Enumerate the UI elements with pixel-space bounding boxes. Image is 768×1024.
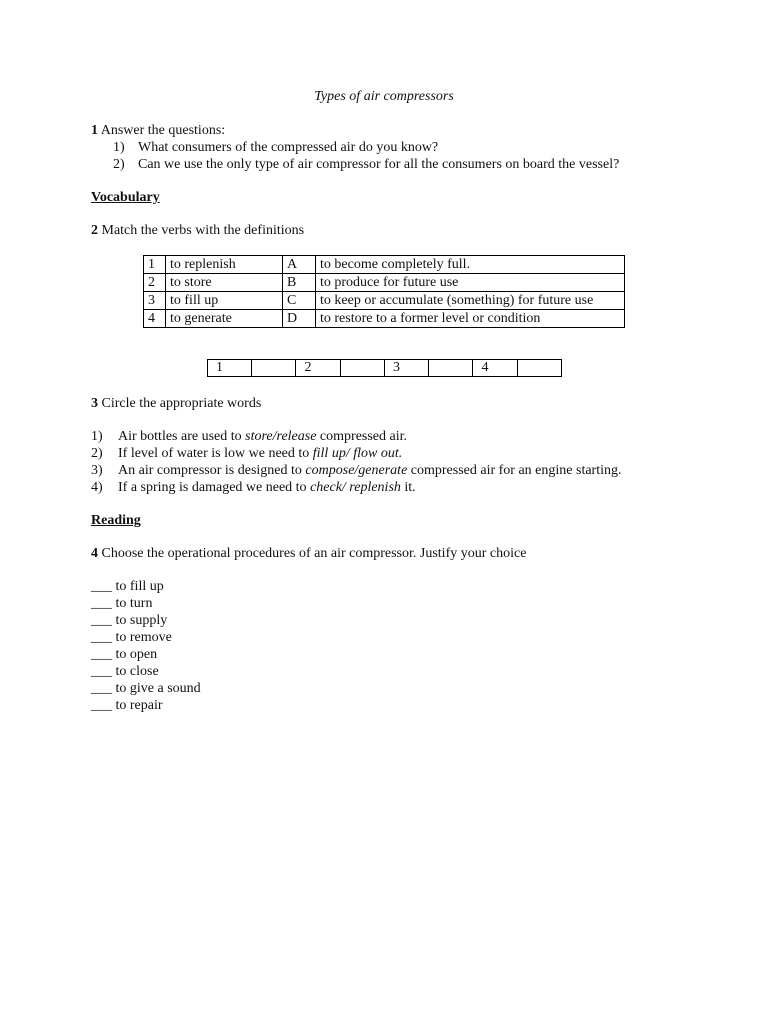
reading-heading: Reading — [91, 513, 141, 528]
section-1 — [91, 122, 691, 173]
answer-blank-cell[interactable] — [340, 360, 384, 377]
question-number: 1) — [113, 140, 125, 155]
section-1-number: 1 — [91, 123, 98, 138]
row-number: 3 — [144, 292, 166, 310]
verb-cell: to store — [166, 274, 283, 292]
item-text-after: it. — [400, 480, 416, 495]
row-number: 1 — [144, 256, 166, 274]
section-2-text: Match the verbs with the definitions — [98, 223, 305, 238]
verb-cell: to fill up — [166, 292, 283, 310]
definition-cell: to keep or accumulate (something) for future use — [316, 292, 625, 310]
row-number: 2 — [144, 274, 166, 292]
table-row — [144, 256, 625, 274]
definition-cell: to become completely full. — [316, 256, 625, 274]
verb-cell: to generate — [166, 310, 283, 328]
page-title: Types of air compressors — [314, 89, 454, 104]
word-choice[interactable]: check/ replenish — [310, 480, 401, 495]
section-3-instruction — [91, 395, 261, 412]
question-number: 2) — [113, 157, 125, 172]
answer-number-cell: 1 — [208, 360, 252, 377]
question-text: What consumers of the compressed air do you know? — [138, 140, 439, 155]
letter-cell: C — [283, 292, 316, 310]
list-item — [91, 462, 711, 479]
procedure-item[interactable]: ___ to close — [91, 664, 159, 679]
word-choice[interactable]: fill up/ flow out. — [312, 446, 403, 461]
answer-number-cell: 2 — [296, 360, 340, 377]
procedure-item[interactable]: ___ to repair — [91, 698, 163, 713]
matching-table — [143, 255, 625, 328]
item-number: 4) — [91, 480, 103, 495]
section-3-number: 3 — [91, 396, 98, 411]
table-row — [144, 274, 625, 292]
section-3-text: Circle the appropriate words — [98, 396, 262, 411]
list-item — [91, 428, 711, 445]
item-text-before: If level of water is low we need to — [118, 446, 313, 461]
procedure-item[interactable]: ___ to turn — [91, 596, 153, 611]
answer-number-cell: 3 — [384, 360, 428, 377]
question-text: Can we use the only type of air compressor for all the consumers on board the vessel? — [138, 157, 620, 172]
section-1-text: Answer the questions: — [98, 123, 226, 138]
answer-blank-cell[interactable] — [517, 360, 561, 377]
letter-cell: B — [283, 274, 316, 292]
list-item — [91, 445, 711, 462]
question-list — [91, 139, 691, 173]
vocabulary-heading: Vocabulary — [91, 190, 160, 205]
list-item — [91, 479, 711, 496]
word-choice[interactable]: compose/generate — [305, 463, 408, 478]
definition-cell: to produce for future use — [316, 274, 625, 292]
section-4-text: Choose the operational procedures of an air compressor. Justify your choice — [98, 546, 527, 561]
section-4-number: 4 — [91, 546, 98, 561]
procedure-item[interactable]: ___ to open — [91, 647, 158, 662]
word-choice[interactable]: store/release — [245, 429, 317, 444]
section-2-instruction — [91, 222, 304, 239]
verb-cell: to replenish — [166, 256, 283, 274]
row-number: 4 — [144, 310, 166, 328]
procedure-item[interactable]: ___ to give a sound — [91, 681, 201, 696]
item-text-before: Air bottles are used to — [118, 429, 246, 444]
item-text-after: compressed air for an engine starting. — [407, 463, 622, 478]
question-item — [91, 156, 691, 173]
circle-list — [91, 428, 711, 496]
answer-row — [208, 360, 562, 377]
table-row — [144, 310, 625, 328]
procedure-item[interactable]: ___ to supply — [91, 613, 168, 628]
procedure-list — [91, 578, 201, 714]
item-text-before: If a spring is damaged we need to — [118, 480, 311, 495]
item-number: 1) — [91, 429, 103, 444]
item-number: 2) — [91, 446, 103, 461]
letter-cell: A — [283, 256, 316, 274]
question-item — [91, 139, 691, 156]
section-1-instruction — [91, 122, 691, 139]
letter-cell: D — [283, 310, 316, 328]
item-text-after: compressed air. — [316, 429, 408, 444]
procedure-item[interactable]: ___ to fill up — [91, 579, 164, 594]
definition-cell: to restore to a former level or condition — [316, 310, 625, 328]
table-row — [144, 292, 625, 310]
section-4-instruction — [91, 545, 526, 562]
item-text-before: An air compressor is designed to — [118, 463, 306, 478]
answer-blank-cell[interactable] — [429, 360, 473, 377]
procedure-item[interactable]: ___ to remove — [91, 630, 172, 645]
answer-blank-cell[interactable] — [252, 360, 296, 377]
item-number: 3) — [91, 463, 103, 478]
answer-grid — [207, 359, 562, 377]
section-2-number: 2 — [91, 223, 98, 238]
answer-number-cell: 4 — [473, 360, 517, 377]
